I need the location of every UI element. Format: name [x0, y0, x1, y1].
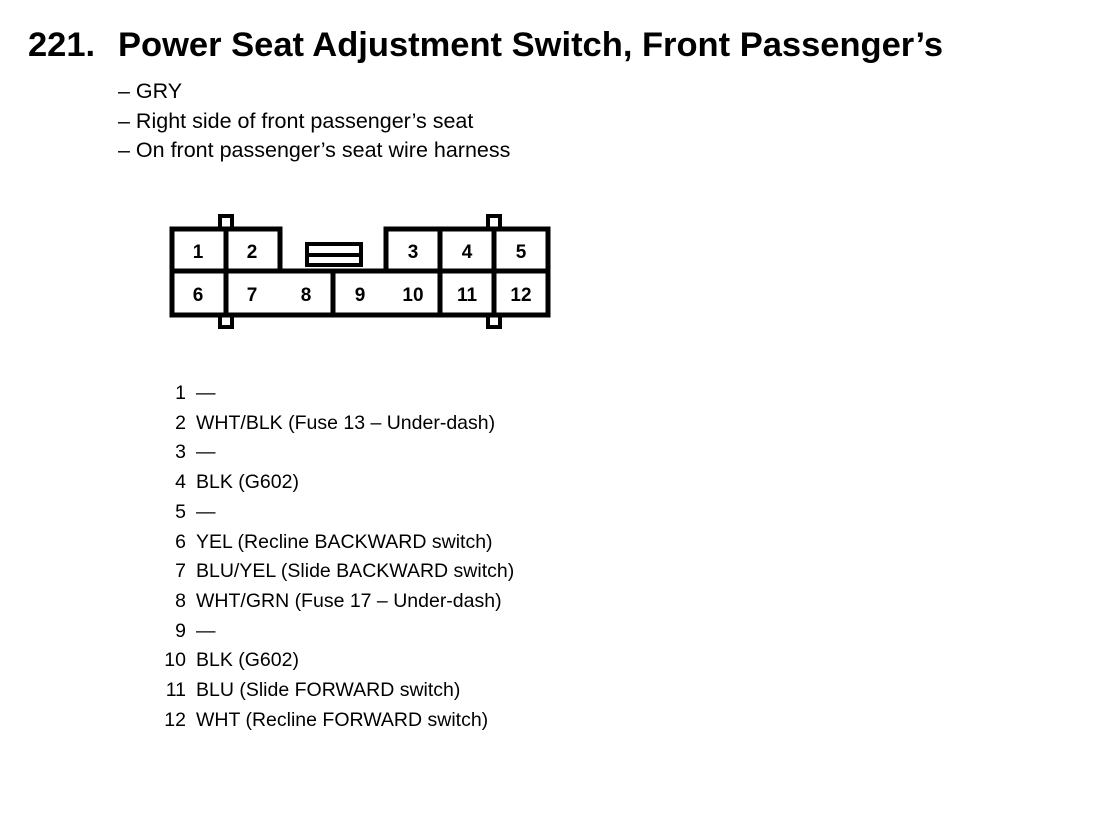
cavity-label-9: 9 — [354, 285, 366, 306]
pin-row — [154, 379, 514, 409]
pin-row — [154, 409, 514, 439]
pin-row — [154, 498, 514, 528]
pin-description: WHT (Recline FORWARD switch) — [196, 708, 489, 731]
cavity-label-4: 4 — [461, 242, 473, 263]
detail-harness: – On front passenger’s seat wire harness — [118, 138, 511, 162]
pin-description: WHT/BLK (Fuse 13 – Under-dash) — [196, 411, 496, 434]
pin-row — [154, 438, 514, 468]
pin-number: 10 — [164, 649, 186, 672]
cavity-label-5: 5 — [515, 242, 527, 263]
title-number: 221. — [28, 26, 96, 64]
pin-description: WHT/GRN (Fuse 17 – Under-dash) — [196, 589, 502, 612]
pin-number: 7 — [175, 560, 186, 583]
connector-details — [118, 77, 510, 166]
cavity-label-3: 3 — [407, 242, 419, 263]
cavity-label-7: 7 — [246, 285, 258, 306]
cavity-label-12: 12 — [510, 285, 532, 306]
pin-number: 3 — [175, 441, 186, 464]
pin-description: BLU/YEL (Slide BACKWARD switch) — [196, 560, 515, 583]
connector-diagram — [160, 205, 560, 335]
pin-description: BLU (Slide FORWARD switch) — [196, 679, 461, 702]
pin-number: 6 — [175, 530, 186, 553]
detail-color: – GRY — [118, 79, 183, 103]
pin-description: BLK (G602) — [196, 471, 299, 494]
pin-description: BLK (G602) — [196, 649, 299, 672]
pin-row — [154, 587, 514, 617]
pin-number: 4 — [175, 471, 186, 494]
pin-description: — — [196, 382, 216, 404]
pin-row — [154, 468, 514, 498]
pin-number: 12 — [164, 708, 186, 731]
pin-number: 9 — [175, 619, 186, 642]
pin-row — [154, 557, 514, 587]
detail-location: – Right side of front passenger’s seat — [118, 108, 474, 133]
pin-description: — — [196, 441, 216, 464]
cavity-label-1: 1 — [192, 242, 204, 263]
pin-row — [154, 528, 514, 558]
cavity-label-11: 11 — [456, 285, 478, 306]
cavity-label-8: 8 — [300, 285, 312, 306]
pin-row — [154, 617, 514, 647]
pin-number: 11 — [165, 679, 186, 702]
pin-number: 1 — [175, 382, 186, 404]
pin-list — [154, 379, 514, 735]
title-text: Power Seat Adjustment Switch, Front Passenger’s — [118, 26, 944, 64]
pin-description: YEL (Recline BACKWARD switch) — [196, 530, 493, 553]
page-title — [28, 23, 943, 67]
pin-row — [154, 676, 514, 706]
pin-number: 5 — [175, 500, 186, 523]
pin-number: 2 — [175, 411, 186, 434]
cavity-label-2: 2 — [246, 242, 258, 263]
pin-row — [154, 646, 514, 676]
pin-description: — — [196, 500, 216, 523]
pin-number: 8 — [175, 589, 186, 612]
cavity-label-10: 10 — [402, 285, 424, 306]
pin-row — [154, 706, 514, 736]
cavity-label-6: 6 — [192, 285, 204, 306]
pin-description: — — [196, 619, 216, 642]
